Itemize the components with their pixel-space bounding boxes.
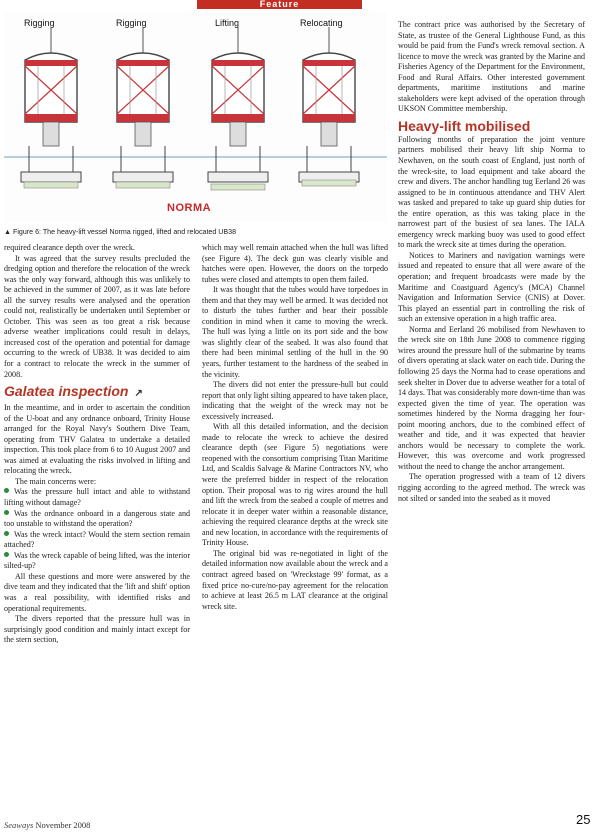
figure-label-relocating: Relocating bbox=[300, 18, 343, 28]
paragraph: All these questions and more were answered by the dive team and they indicated that the 'lift and shift' option was a real possibility, with identified risks and operational requirements. bbox=[4, 571, 190, 613]
paragraph: In the meantime, and in order to ascertain the condition of the U-boat and any ordnance onboard, Trinity House arranged for the Royal Navy's Southern Dive Team, operating from THV Galatea to undertake a detailed inspection. This took place from 6 to 10 August 2007 and was aimed at evaluating the risks involved in lifting and relocating the wreck. bbox=[4, 403, 190, 476]
paragraph: Following months of preparation the joint venture partners mobilised their heavy lift ship Norma to Newhaven, on the south coast of England, just north of the wreck-site, to load equipment and take aboard the crew and divers. The anchor handling tug Eerland 26 was assigned to be in continuous attendance and THV Alert was tasked and prepared to take up guard ship duties for the entire operation, as this was taking place in the narrowest part of the busiest of sea lanes. The IALA emergency wreck marking buoy was used to good effect to mark the wreck site at times during the operation. bbox=[398, 134, 585, 250]
section-heading-galatea: Galatea inspection ↗ bbox=[4, 383, 190, 402]
issue-date: November 2008 bbox=[35, 820, 91, 830]
paragraph: The divers did not enter the pressure-hull but could report that only light silting appeared to have taken place, indicating that the weight of the wreck may not be excessively increased. bbox=[202, 380, 388, 421]
bullet-item: Was the ordnance onboard in a dangerous state and too unstable to withstand the operation? bbox=[4, 508, 190, 529]
paragraph: The main concerns were: bbox=[15, 476, 97, 486]
bullet-item: Was the wreck intact? Would the stern section remain attached? bbox=[4, 529, 190, 550]
bullet-item: Was the pressure hull intact and able to withstand lifting without damage? bbox=[4, 487, 190, 508]
page-number: 25 bbox=[576, 812, 591, 827]
bullet-icon bbox=[4, 531, 9, 536]
heavy-lift-vessel-illustration bbox=[4, 12, 387, 202]
figure-label-rigging-1: Rigging bbox=[24, 18, 55, 28]
paragraph: Norma and Eerland 26 mobilised from Newhaven to the wreck site on 18th June 2008 to commence rigging wires around the pressure hull of the submarine by teams of divers operating at slack water on each tide. During the following 25 days the Norma had to cease operations and seek shelter in Dover due to adverse weather for a total of 14 days. That was considerably more down-time than was expected given the time of year. The operation was sometimes hindered by the Norma dragging her four-point mooring anchors, due to the combined effect of weather and tide, and it was expected that heavier anchors would be necessary to complete the work. However, this was overcome and work progressed without the need to change the anchor arrangement. bbox=[398, 324, 585, 471]
figure-6 bbox=[4, 12, 387, 222]
bullet-item: Was the wreck capable of being lifted, was the interior silted-up? bbox=[4, 550, 190, 571]
footer bbox=[4, 820, 90, 830]
bullet-icon bbox=[4, 488, 9, 493]
paragraph: which may well remain attached when the hull was lifted (see Figure 4). The deck gun was clearly visible and hatches were open. However, the doors on the torpedo tubes were closed and attempts to open them failed. bbox=[202, 243, 388, 284]
paragraph: With all this detailed information, and the decision made to relocate the wreck to achieve the desired clearance depth (see Figure 5) negotiations were reopened with the consortium comprising Titan Maritime Ltd, and Scaldis Salvage & Marine Contractors NV, who were the preferred bidder in respect of the relocation option. Their proposal was to rig wires around the hull and lift the wreck from the seabed a couple of metres and relocate it in deeper water within a reasonable distance, achieving the required clearance depths at the wreck site and new location, in accordance with the requirements of Trinity House. bbox=[202, 422, 388, 548]
publication-name: Seaways bbox=[4, 820, 34, 830]
column-1 bbox=[4, 243, 190, 646]
paragraph: The contract price was authorised by the Secretary of State, as trustee of the General Lighthouse Fund, as this would be paid from the Fund's wreck removal section. A licence to move the wreck was granted by the Marine and Fisheries Agency of the Department for the Environment, Food and Rural Affairs. Other interested government departments, maritime institutions and marine stakeholders were kept advised of the operation through UKSON Committee membership. bbox=[398, 20, 585, 114]
paragraph: It was agreed that the survey results precluded the dredging option and therefore the relocation of the wreck was the only way forward, although this was unlikely to be achieved in the summer of 2007, as it was late before all the survey results were analysed and the operation could not, realistically be undertaken until September or October. This was seen as too great a risk because adverse weather implications could result in delays, increased cost of the operation and potential for damage occurring to the wreck of UB38. It was decided to aim for a contract to relocate the wreck in the summer of 2008. bbox=[4, 253, 190, 379]
paragraph: Notices to Mariners and navigation warnings were issued and repeated to ensure that all were aware of the operation; and frequent broadcasts were made by the Maritime and Coastguard Agency's (MCA) Channel Navigation and Information Service (CNIS) at Dover. This played an essential part in controlling the risk of such an extensive operation in a high traffic area. bbox=[398, 250, 585, 324]
section-heading-heavy-lift: Heavy-lift mobilised bbox=[398, 117, 531, 134]
paragraph: The operation progressed with a team of 12 divers rigging according to the agreed method. The wreck was not silted or sanded into the seabed as it moved bbox=[398, 472, 585, 503]
section-banner: Feature bbox=[197, 0, 362, 9]
figure-label-lifting: Lifting bbox=[215, 18, 240, 28]
paragraph: It was thought that the tubes would have torpedoes in them and that they may well be armed. It was decided not to disturb the tubes further and bear their possible condition in mind when it came to moving the wreck. The hull was lying a little on its port side and the bow was slightly clear of the seabed. It was also found that there had been minimal settling of the hull in the 90 years, further testament to the hardness of the seabed in the vicinity. bbox=[202, 285, 388, 379]
paragraph: The divers reported that the pressure hull was in surprisingly good condition and mainly intact except for the stern section, bbox=[4, 614, 190, 645]
vessel-name-label: NORMA bbox=[167, 202, 212, 214]
bullet-icon bbox=[4, 510, 9, 515]
bullet-icon bbox=[4, 552, 9, 557]
column-3 bbox=[398, 20, 585, 504]
column-2 bbox=[202, 243, 388, 612]
pen-mark-icon: ↗ bbox=[134, 388, 143, 400]
paragraph: required clearance depth over the wreck. bbox=[4, 243, 135, 252]
figure-label-rigging-2: Rigging bbox=[116, 18, 147, 28]
figure-caption: ▲ Figure 6: The heavy-lift vessel Norma rigged, lifted and relocated UB38 bbox=[4, 228, 237, 236]
paragraph: The original bid was re-negotiated in light of the detailed information now available about the wreck and a contract agreed based on 'Wreckstage 99' format, as a fixed price no-cure/no-pay agreement for the relocation to achieve at least 26.5 m LAT clearance at the original wreck site. bbox=[202, 548, 388, 611]
